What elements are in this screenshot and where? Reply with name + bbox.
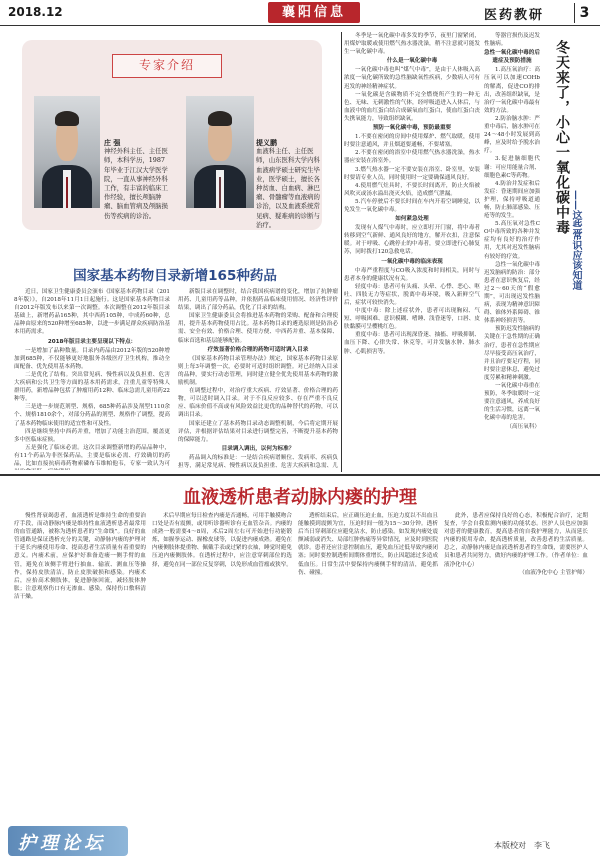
paragraph: 4.防治并发症和后发症：昏迷期间应加强护理，保持呼吸道通畅，防止肺部感染、压疮等的发生。 (484, 180, 540, 220)
paragraph: 目录调入调出，以何为标准？ (221, 445, 295, 452)
paragraph: 如何紧急处理 (395, 216, 429, 223)
paragraph: 四是继续坚持中西药并重，增加了功能主治范围，覆盖更多中医临床症候。 (14, 428, 170, 443)
paragraph: 《国家基本药物目录管理办法》规定，国家基本药物目录原则上每3年调整一次，必要时可适时组织调整。对已经纳入目录的品种，要实行动态管理，同时建立健全优先使用基本药物的激励机制。 (178, 355, 338, 387)
expert-box-title: 专家介绍 (112, 54, 222, 78)
paragraph: 发现有人煤气中毒时，应立即打开门窗，将中毒者转移到空气新鲜、通风良好的地方，解开衣扣，注意保暖。对于呼吸、心跳停止的中毒者，要立即进行心肺复苏，同时拨打120急救电话。 (344, 225, 480, 256)
paragraph: 3.促进脑细胞代谢：可应用能量合剂、细胞色素C等药物。 (484, 156, 540, 179)
paragraph: 预防一氧化碳中毒，预防最重要 (372, 125, 452, 132)
proofreader-footer: 本版校对 李飞 (494, 841, 550, 850)
paragraph: 等器官损伤及迟发性脑病。 (484, 33, 540, 48)
paragraph: 5.高压氧对急性CO中毒所致的各种并发症均有良好的治疗作用，尤其对迟发性脑病有较好的疗效。 (484, 221, 540, 260)
co-vertical-title: 冬天来了，小心一氧化碳中毒 (554, 40, 570, 235)
paragraph: 2.防治脑水肿：严重中毒后，脑水肿可在24～48小时发展到高峰，应及时给予脱水治疗。 (484, 115, 540, 155)
section-divider (0, 474, 600, 476)
paragraph: 在调整过程中，对治疗重大疾病、疗效显著、价格合理的药物，可以适时调入目录。对于不良反应较多、存在严重不良反应、临床价值不高或有风险效益比更优的品种替代的药物，可以调出目录。 (178, 388, 338, 419)
paragraph: 5.汽车停驶后不要长时间在车内开着空调睡觉，以免发生一氧化碳中毒。 (344, 198, 480, 213)
expert-bio-2 (256, 138, 320, 230)
paragraph: 二是优化了结构。突出常见病、慢性病以及负担重、危害大疾病和公共卫生等方面的基本用药需求，注重儿童等特殊人群用药，新增品种包括了肿瘤用药12种、临床急需儿童用药22种等。 (14, 371, 170, 403)
expert-desc-1: 神经外科主任、主任医师，本科学历，1987年毕业于江汉大学医学院，一直从事神经外科工作，有丰富的临床工作经验，擅长颅脑肿瘤、脑血管病及颅脑损伤等疾病的诊治。 (104, 147, 168, 220)
paragraph: 一氧化碳是含碳物质不完全燃烧所产生的一种无色、无味、无刺激性的气体，经呼吸道进入人体后，与血液中的血红蛋白结合成碳氧血红蛋白，使血红蛋白丧失携氧能力，导致组织缺氧。 (344, 91, 480, 122)
drug-article-col-2 (178, 288, 338, 470)
column-rule (341, 32, 342, 472)
paragraph: 3.燃气热水器一定不要安装在浴室、卧室里，安装时要请专业人员，同时使用时一定要确保通风良好。 (344, 166, 480, 181)
paragraph: 国家卫生健康委员会将推进基本药物的采购、配备和合理使用，提升基本药物使用占比。基本药物目录的遴选原则是防治必需、安全有效、价格合理、使用方便、中西药并重、基本保障、临床首选和基层能够配备。 (178, 313, 338, 344)
paragraph: 一氧化碳中毒的临床表现 (381, 258, 443, 265)
paragraph: 轻度中毒：患者可有头痛、头晕、心悸、恶心、呕吐、四肢无力等症状，脱离中毒环境，吸入新鲜空气后，症状可较快消失。 (344, 283, 480, 306)
paragraph: （高压氧科） (506, 423, 540, 430)
nursing-forum-badge (8, 826, 128, 856)
paragraph: 一氧化碳中毒重在预防，冬季取暖时一定要注意通风，养成良好的生活习惯，远离一氧化碳中毒的危害。 (484, 383, 540, 422)
paragraph: 预防迟发性脑病的关键在于急性期的正确治疗，患者在急性期应尽早接受高压氧治疗，并且治疗要足疗程，同时要注意休息，避免过度劳累和精神刺激。 (484, 326, 540, 381)
paragraph: 药品调入的标准是：一是结合疾病谱顺位、发病率、疾病负担等，满足常见病、慢性病以及负担重、危害大疾病和急需、儿 (178, 454, 338, 469)
fistula-article-col-2: 术后早期应每日检查内瘘是否通畅，可用手触摸吻合口处是否有震颤，或用听诊器听诊有无血管杂音。内瘘的成熟一般需要4～8周，术后2周左右可开始进行功能锻炼，如握拳运动、握橡皮球等，以促进内瘘成熟。避免在内瘘侧肢体提重物、佩戴手表或过紧的衣袖，睡觉时避免压迫内瘘侧肢体。在透析过程中，应注意穿刺部位的选择，避免在同一部位反复穿刺，以免形成血管瘤或狭窄。 (152, 513, 292, 568)
fistula-article-col-1: 慢性肾衰竭患者，血液透析是维持生命的重要治疗手段，而动静脉内瘘是维持性血液透析患者最常用的血管通路，被称为透析患者的“生命线”。良好的血管通路是保证透析充分的关键，动静脉内瘘的护理对于延长内瘘使用寿命、提高患者生活质量有着重要的意义。内瘘术前，应保护好准备造瘘一侧手臂的血管，避免在该侧手臂进行抽血、输液、测血压等操作，保持皮肤清洁，防止皮肤破损和感染。内瘘术后，应抬高术侧肢体，促进静脉回流，减轻肢体肿胀；注意观察伤口有无渗血、感染，保持伤口敷料清洁干燥。 (14, 513, 146, 600)
paragraph: 三是进一步规范剂型、规格，685种药品涉及剂型1110余个、规格1810余个，对部分药品的剂型、规格作了调整，提高了基本药物临床使用的适宜性和可及性。 (14, 404, 170, 427)
paragraph: 中度中毒：除上述症状外，患者可出现胸闷、气短、呼吸困难、意识模糊、嗜睡、浅昏迷等，口唇、皮肤黏膜可呈樱桃红色。 (344, 308, 480, 331)
nursing-forum-label: 护理论坛 (18, 833, 106, 854)
paragraph: 2018年版目录主要呈现以下特点： (47, 338, 137, 345)
paragraph: 什么是一氧化碳中毒 (386, 58, 438, 65)
paragraph: 一是增加了品种数量。目录内药品由2012年版的520种增加到685种，不仅能够更好地服务各级医疗卫生机构，推动全面配备、优先使用基本药物。 (14, 347, 170, 370)
page-number: 3 (574, 3, 594, 23)
paragraph: 中毒严重程度与CO吸入浓度和时间相关，同时与患者本身的健康状况有关。 (344, 267, 480, 282)
paragraph: 疗效显著价格合理的药物可适时调入目录 (207, 346, 309, 353)
issue-date: 2018.12 (8, 5, 63, 19)
co-vertical-subtitle: ——这些常识应该知道 (570, 190, 581, 290)
co-article-col-1 (344, 32, 480, 470)
fistula-article-col-4: 此外，患者应保持良好的心态，积极配合治疗，定期复查，学会自我监测内瘘的功能状态。医护人员也应加强对患者的健康教育，提高患者的自我护理能力，从而延长内瘘的使用寿命，提高透析质量，改善患者的生活质量。总之，动静脉内瘘是血液透析患者的生命线，需要医护人员和患者共同努力，做好内瘘的护理工作。（作者单位：血液净化中心） （血液净化中心 主管护师） (444, 513, 588, 576)
paragraph: 新版目录在调整时，结合我国疾病谱的变化，增加了抗肿瘤用药、儿童用药等品种，并依据药品临床使用情况、经济性评价结果，调出了部分药品，优化了目录的结构。 (178, 289, 338, 312)
paragraph: 急性一氧化碳中毒迟发脑病的防治：部分患者在意识恢复后，经过2～60天的“假愈期”，可出现迟发性脑病，表现为精神意识障碍、锥体外系障碍、锥体系神经损害等。 (484, 261, 540, 325)
paragraph: 1.不要在密闭的房间中使用煤炉、燃气取暖，使用时要注意通风，并且烟道要通畅，不要堵塞。 (344, 134, 480, 149)
expert-desc-2: 血液科主任、主任医师，山东医科大学内科血液病学硕士研究生毕业，医学硕士，擅长各种贫血、白血病、淋巴瘤、骨髓瘤等血液病的诊治，以及血液系统常见病、疑难病的诊断与治疗。 (256, 147, 320, 229)
paragraph: 五是强化了临床必需。这次目录调整新增的药品品种中，有11个药品为非医保药品，主要是临床必需、疗效确切的药品，比如直接抗病毒药物索磷布韦维帕他韦，专家一致认为可 (14, 444, 170, 467)
expert-bio-1 (104, 138, 170, 221)
drug-article-col-1 (14, 288, 170, 470)
paragraph: 重度中毒：患者可出现深昏迷、抽搐、呼吸抑制、血压下降、心律失常、休克等，可并发脑水肿、肺水肿、心肌损害等。 (344, 332, 480, 355)
paragraph: 2.不要在密闭的浴室中使用燃气热水器洗澡，热水器应安装在浴室外。 (344, 150, 480, 165)
paragraph: 4.使用燃气灶具时，不要长时间离开，防止火焰被风吹灭或汤水溢出浇灭火焰，造成燃气泄漏。 (344, 182, 480, 197)
masthead: 襄阳信息 (268, 2, 360, 23)
paragraph: 近日，国家卫生健康委员会颁布《国家基本药物目录（2018年版）》，自2018年11月1日起施行。这是国家基本药物目录自2012年版发布以来第一次调整。本次调整在2012年版目录基础上，新增药品165种，其中西药105种，中成药60种，总品种由原来的520种增至685种，以进一步满足群众疾病防治基本用药需求。 (14, 289, 170, 336)
paragraph: 国家还建立了基本药物目录动态调整机制，今后将定期开展评估，并根据评估结果对目录进行调整完善，不断提升基本药物的保障能力。 (178, 420, 338, 443)
paragraph: 1.高压氧治疗：高压氧可以加速COHb的解离，促进CO的排出，改善组织缺氧，是治疗一氧化碳中毒最有效的方法。 (484, 67, 540, 114)
expert-photo-2 (186, 96, 254, 208)
fistula-article-title: 血液透析患者动脉内瘘的护理 (183, 487, 417, 508)
expert-name-2: 提义鹏 (256, 138, 277, 147)
drug-article-title: 国家基本药物目录新增165种药品 (73, 268, 277, 284)
paragraph: 急性一氧化碳中毒的后遗症及预防措施 (484, 50, 540, 65)
expert-photo-1 (34, 96, 100, 208)
section-name: 医药教研 (484, 8, 545, 23)
paragraph: 冬季是一氧化碳中毒多发的季节，夜里门窗紧闭，用煤炉取暖或使用燃气热水器洗澡，稍不注意就可能发生一氧化碳中毒。 (344, 33, 480, 56)
page-header (0, 0, 600, 26)
paragraph: 一氧化碳中毒也叫“煤气中毒”，是由于人体吸入高浓度一氧化碳所致的急性脑缺氧性疾病，少数病人可有迟发的神经精神症状。 (344, 67, 480, 90)
expert-name-1: 庄 强 (104, 138, 121, 147)
fistula-article-col-3: 透析结束后，应正确压迫止血，压迫力度以不出血且能触摸到震颤为宜，压迫时间一般为15～30分钟。透析后当日穿刺部位应避免沾水，防止感染。如发现内瘘处震颤减弱或消失、局部红肿热痛等异常情况，应及时到医院就诊。患者还应注意控制血压，避免血压过低导致内瘘闭塞；同时要控制透析间期体重增长，防止因超滤过多造成低血压。日常生活中要保持内瘘侧手臂的清洁，避免抓伤、碰撞。 (298, 513, 438, 576)
expert-intro-box (22, 40, 322, 230)
co-article-col-2 (484, 32, 540, 470)
